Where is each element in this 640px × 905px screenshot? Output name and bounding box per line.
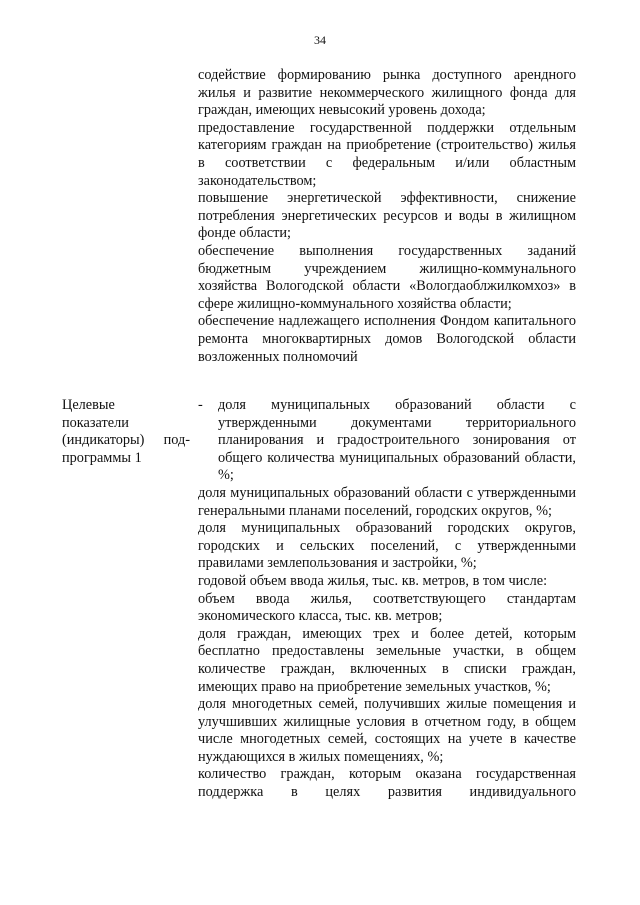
task-item: повышение энергетической эффективности, снижение потребления энергетических ресурсов и воды в жилищном фонде области; <box>198 190 576 242</box>
task-item: предоставление государственной поддержки отдельным категориям граждан на приобретение (строительство) жилья в соответствии с федеральным и/или областным законодательством; <box>198 119 576 189</box>
task-item: обеспечение надлежащего исполнения Фондом капитального ремонта многоквартирных домов Вологодской области возложенных полномочий <box>198 313 576 365</box>
indicators-label-line: показатели <box>62 414 129 431</box>
indicator-item: количество граждан, которым оказана государственная поддержка в целях развития индивидуального <box>198 766 576 801</box>
indicator-item: годовой объем ввода жилья, тыс. кв. метров, в том числе: <box>198 572 548 589</box>
indicators-block <box>198 397 576 802</box>
indicator-item: доля муниципальных образований городских округов, городских и сельских поселений, с утвержденными правилами землепользования и застройки, %; <box>198 520 576 572</box>
indicator-item: доля муниципальных образований области с утвержденными документами территориального планирования и градостроительного зонирования от общего количества муниципальных образований области, %; <box>218 397 576 484</box>
indicator-item: доля граждан, имеющих трех и более детей, которым бесплатно предоставлены земельные участки, в общем количестве граждан, включенных в списки граждан, имеющих право на приобретение земельных участков, %; <box>198 625 576 695</box>
tasks-block <box>198 67 576 366</box>
indicator-item: объем ввода жилья, соответствующего стандартам экономического класса, тыс. кв. метров; <box>198 590 576 625</box>
page-number: 34 <box>314 33 326 47</box>
indicators-label-line: программы 1 <box>62 449 142 466</box>
indicator-first-row <box>198 397 576 485</box>
task-item: содействие формированию рынка доступного арендного жилья и развитие некоммерческого жилищного фонда для граждан, имеющих невысокий уровень дохода; <box>198 67 576 119</box>
indicators-label <box>62 397 190 467</box>
indicators-label-line: (индикаторы) под- <box>62 432 190 449</box>
indicator-item: доля многодетных семей, получивших жилые помещения и улучшивших жилищные условия в отчетном году, в общем числе многодетных семей, состоящих на учете в качестве нуждающихся в жилых помещениях, %; <box>198 696 576 765</box>
indicator-dash: - <box>198 397 203 413</box>
task-item: обеспечение выполнения государственных заданий бюджетным учреждением жилищно-коммунального хозяйства Вологодской области «Вологдаоблжилкомхоз» в сфере жилищно-коммунального хозяйства области; <box>198 242 576 312</box>
indicator-item: доля муниципальных образований области с утвержденными генеральными планами поселений, городских округов, %; <box>198 484 576 519</box>
indicators-label-line: Целевые <box>62 397 115 413</box>
